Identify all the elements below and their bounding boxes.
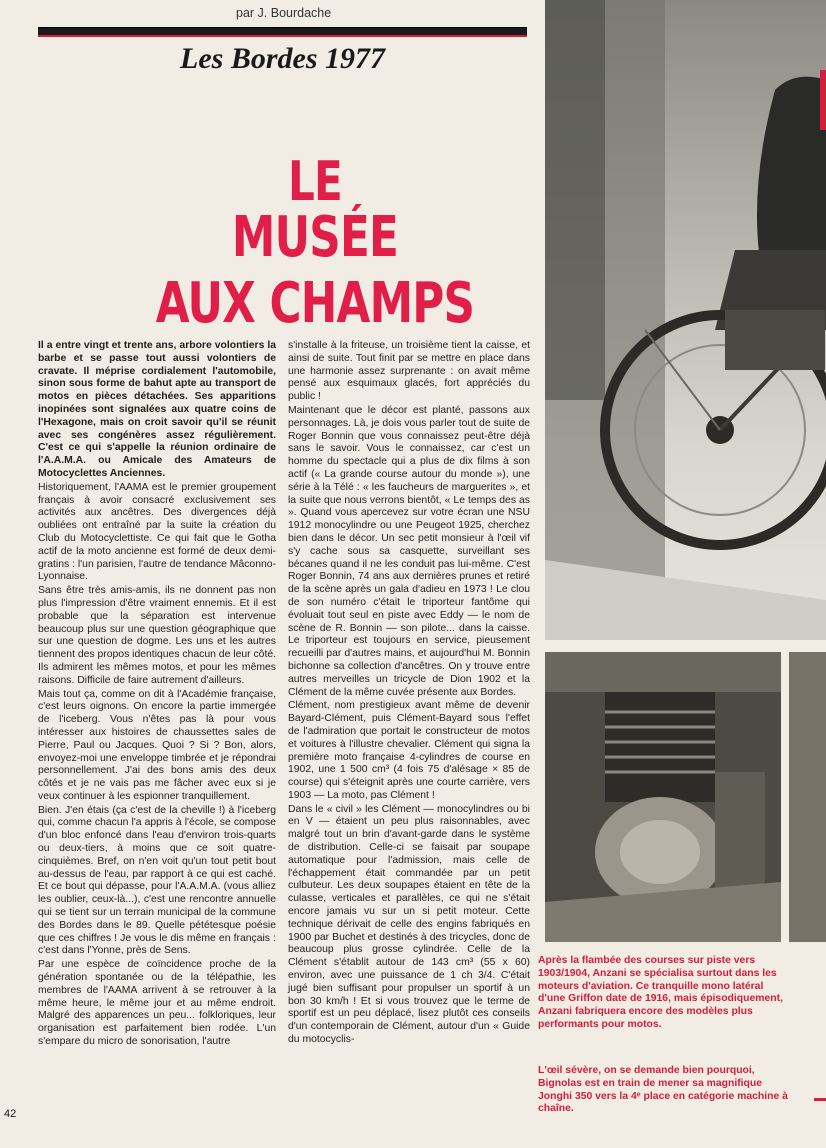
paragraph: Clément, nom prestigieux avant même de devenir Bayard-Clément, puis Clément-Bayard sous l'effet de l'admiration que portait le constructeur de motos et voitures à l'illustre chevalier. Clément qui signa la première moto française 4-cylindres de course en 1902, une 1 500 cm³ (4 fois 75 d'alésage × 85 de course) qui s'éteignit après une courte carrière, vers 1903 — La moto, pas Clément ! xyxy=(288,700,530,801)
rubric-title: Les Bordes 1977 xyxy=(180,42,385,75)
intro-paragraph: Il a entre vingt et trente ans, arbore volontiers la barbe et se passe tout aussi volontiers de cravate. Il méprise cordialement l'automobile, sinon sous forme de bahut apte au transport de motos en pièces détachées. Ses apparitions inopinées sont signalées aux quatre coins de l'Hexagone, mais on croit savoir qu'il se réunit avec ses congénères assez régulièrement. C'est ce qui s'appelle la réunion ordinaire de l'A.A.M.A. ou Amicale des Amateurs de Motocyclettes Anciennes. xyxy=(38,340,276,479)
engine-caption: Après la flambée des courses sur piste vers 1903/1904, Anzani se spécialisa surtout dans les moteurs d'aviation. Ce tranquille mono latéral d'une Griffon date de 1916, mais épisodiquement, Anzani fabriquera encore des modèles plus performants pour motos. xyxy=(538,955,783,1030)
paragraph: Maintenant que le décor est planté, passons aux personnages. Là, je dois vous parler tout de suite de Roger Bonnin que vous connaissez peut-être déjà sans le savoir. Vous le connaissez, car c'est un homme du spectacle qui a plus de dix films à son actif (« La grande course autour du monde »), une série à la Télé : « les faucheurs de marguerites », et la suite que nous verrons bientôt, « Le temps des as ». Quand vous apercevez sur votre écran une NSU 1912 monocylindre ou une Peugeot 1925, cherchez bien dans le décor. Un sec petit monsieur à l'œil vif s'y cache sous sa casquette, surveillant ses bécanes quand il ne les conduit pas lui-même. C'est Roger Bonnin, 74 ans aux dernières prunes et retiré de la scène après un gala d'adieu en 1973 ! Le clou de son numéro c'était le triporteur fantôme qui évoluait tout seul en piste avec Eddy — le nom de scène de R. Bonnin — son pilote... dans la caisse. Le triporteur est toujours en service, pieusement recueilli par d'autres mains, et aujourd'hui M. Bonnin bichonne sa collection d'ancêtres. On y trouve entre autres merveilles un tricycle de Dion 1902 et la Clément de la même cuvée présente aux Bordes. xyxy=(288,404,530,698)
engine-photo xyxy=(545,652,781,942)
paragraph: Bien. J'en étais (ça c'est de la cheville !) à l'iceberg qui, comme chacun l'a appris à l'école, se compose d'un bloc enfoncé dans l'eau d'environ trois-quarts ou deux-tiers, à moins que ce soit quatre-cinquièmes. Bref, on n'en voit qu'un tout petit bout au-dessus de l'eau, par rapport à ce qui est caché. Et ce bout qui dépasse, pour l'A.A.M.A. (vous alliez les oublier, ceux-là...), c'est une rencontre annuelle qui se tient sur un terrain municipal de la commune des Bordes dans le 89. Quelle pététesque poésie que ces chiffres ! Je vous le dis même en français : c'est dans l'Yonne, près de Sens. xyxy=(38,804,276,957)
page-number: 42 xyxy=(4,1108,17,1120)
headline-line-3: AUX CHAMPS xyxy=(155,271,475,336)
byline: par J. Bourdache xyxy=(236,6,332,20)
paragraph: Sans être très amis-amis, ils ne donnent pas non plus l'impression d'être vraiment ennemis. Et il est probable que la séparation est intervenue beaucoup plus sur une question géographique que sur une question de dogme. Les uns et les autres tiennent des propos identiques chacun de leur côté. Ils admirent les mêmes motos, et pour les mêmes raisons. Difficile de faire autrement d'ailleurs. xyxy=(38,585,276,686)
header-rule xyxy=(38,27,527,35)
edge-marker xyxy=(814,1098,826,1101)
paragraph: Historiquement, l'AAMA est le premier groupement français à avoir consacré exclusivement ses activités aux ancêtres. Des divergences déjà oubliées ont entraîné par la suite la création du Club du Motocyclettiste. Ce qui fait que le Gotha actif de la moto ancienne est formé de deux demi-gratins : l'un parisien, l'autre de tendance Mâconno-Lyonnaise. xyxy=(38,481,276,583)
paragraph: Mais tout ça, comme on dit à l'Académie française, c'est leurs oignons. On encore la partie immergée de l'iceberg. Vous n'êtes pas là pour vous intéresser aux histoires de chaussettes sales de Pierre, Paul ou Jacques. Quoi ? Si ? Bon, alors, envoyez-moi une enveloppe timbrée et je répondrai personnellement. J'ai des bons amis des deux côtés et je ne vais pas me fâcher avec eux si je veux continuer à les espionner tranquillement. xyxy=(38,688,276,802)
article-column-1 xyxy=(38,340,276,1050)
paragraph: Dans le « civil » les Clément — monocylindres ou bi en V — étaient un peu plus raisonnables, avec malgré tout un brin d'avant-garde dans le système de distribution. Celle-ci se faisait par soupape automatique pour l'admission, mais celle de l'échappement était commandée par un petit culbuteur. Les deux soupapes étaient en tête de la culasse, verticales et parallèles, ce qui ne s'était encore jamais vu sur un si petit moteur. Cette technique dérivait de celle des engins fabriqués en 1900 par Buchet et destinés à des tricycles, donc de beaucoup plus grosse cylindrée. Celle de la Clément s'établit autour de 143 cm³ (55 x 60) environ, avec une puissance de 1 ch 3/4. C'était jugé bien suffisant pour propulser un sportif à un bon 30 km/h ! Et si vous trouvez que le terme de sportif est un peu déplacé, lisez plutôt ces conseils d'un contemporain de Clément, autour d'un « Guide du motocyclis- xyxy=(288,803,530,1046)
paragraph: Par une espèce de coïncidence proche de la génération spontanée ou de la télépathie, les membres de l'AAMA arrivent à se retrouver à la même heure, le même jour et au même endroit. Malgré des apparences un peu... folkloriques, leur organisation est parfaitement bien rodée. L'un s'empare du micro de sonorisation, l'autre xyxy=(38,959,276,1048)
headline-line-2: MUSÉE xyxy=(231,205,399,270)
paragraph: s'installe à la friteuse, un troisième tient la caisse, et ainsi de suite. Tout finit par se mettre en place dans une harmonie assez surprenante : on avait même pensé aux esquimaux glacés, fort appréciés du public ! xyxy=(288,340,530,403)
article-column-2 xyxy=(288,340,530,1048)
photo-strip xyxy=(789,652,826,942)
headline-line-1: LE xyxy=(287,150,343,213)
edge-marker xyxy=(820,70,826,130)
rider-caption: L'œil sévère, on se demande bien pourquoi, Bignolas est en train de mener sa magnifique Jonghi 350 vers la 4ᵉ place en catégorie machine à chaîne. xyxy=(538,1065,788,1115)
rider-motorcycle-photo xyxy=(545,0,826,640)
